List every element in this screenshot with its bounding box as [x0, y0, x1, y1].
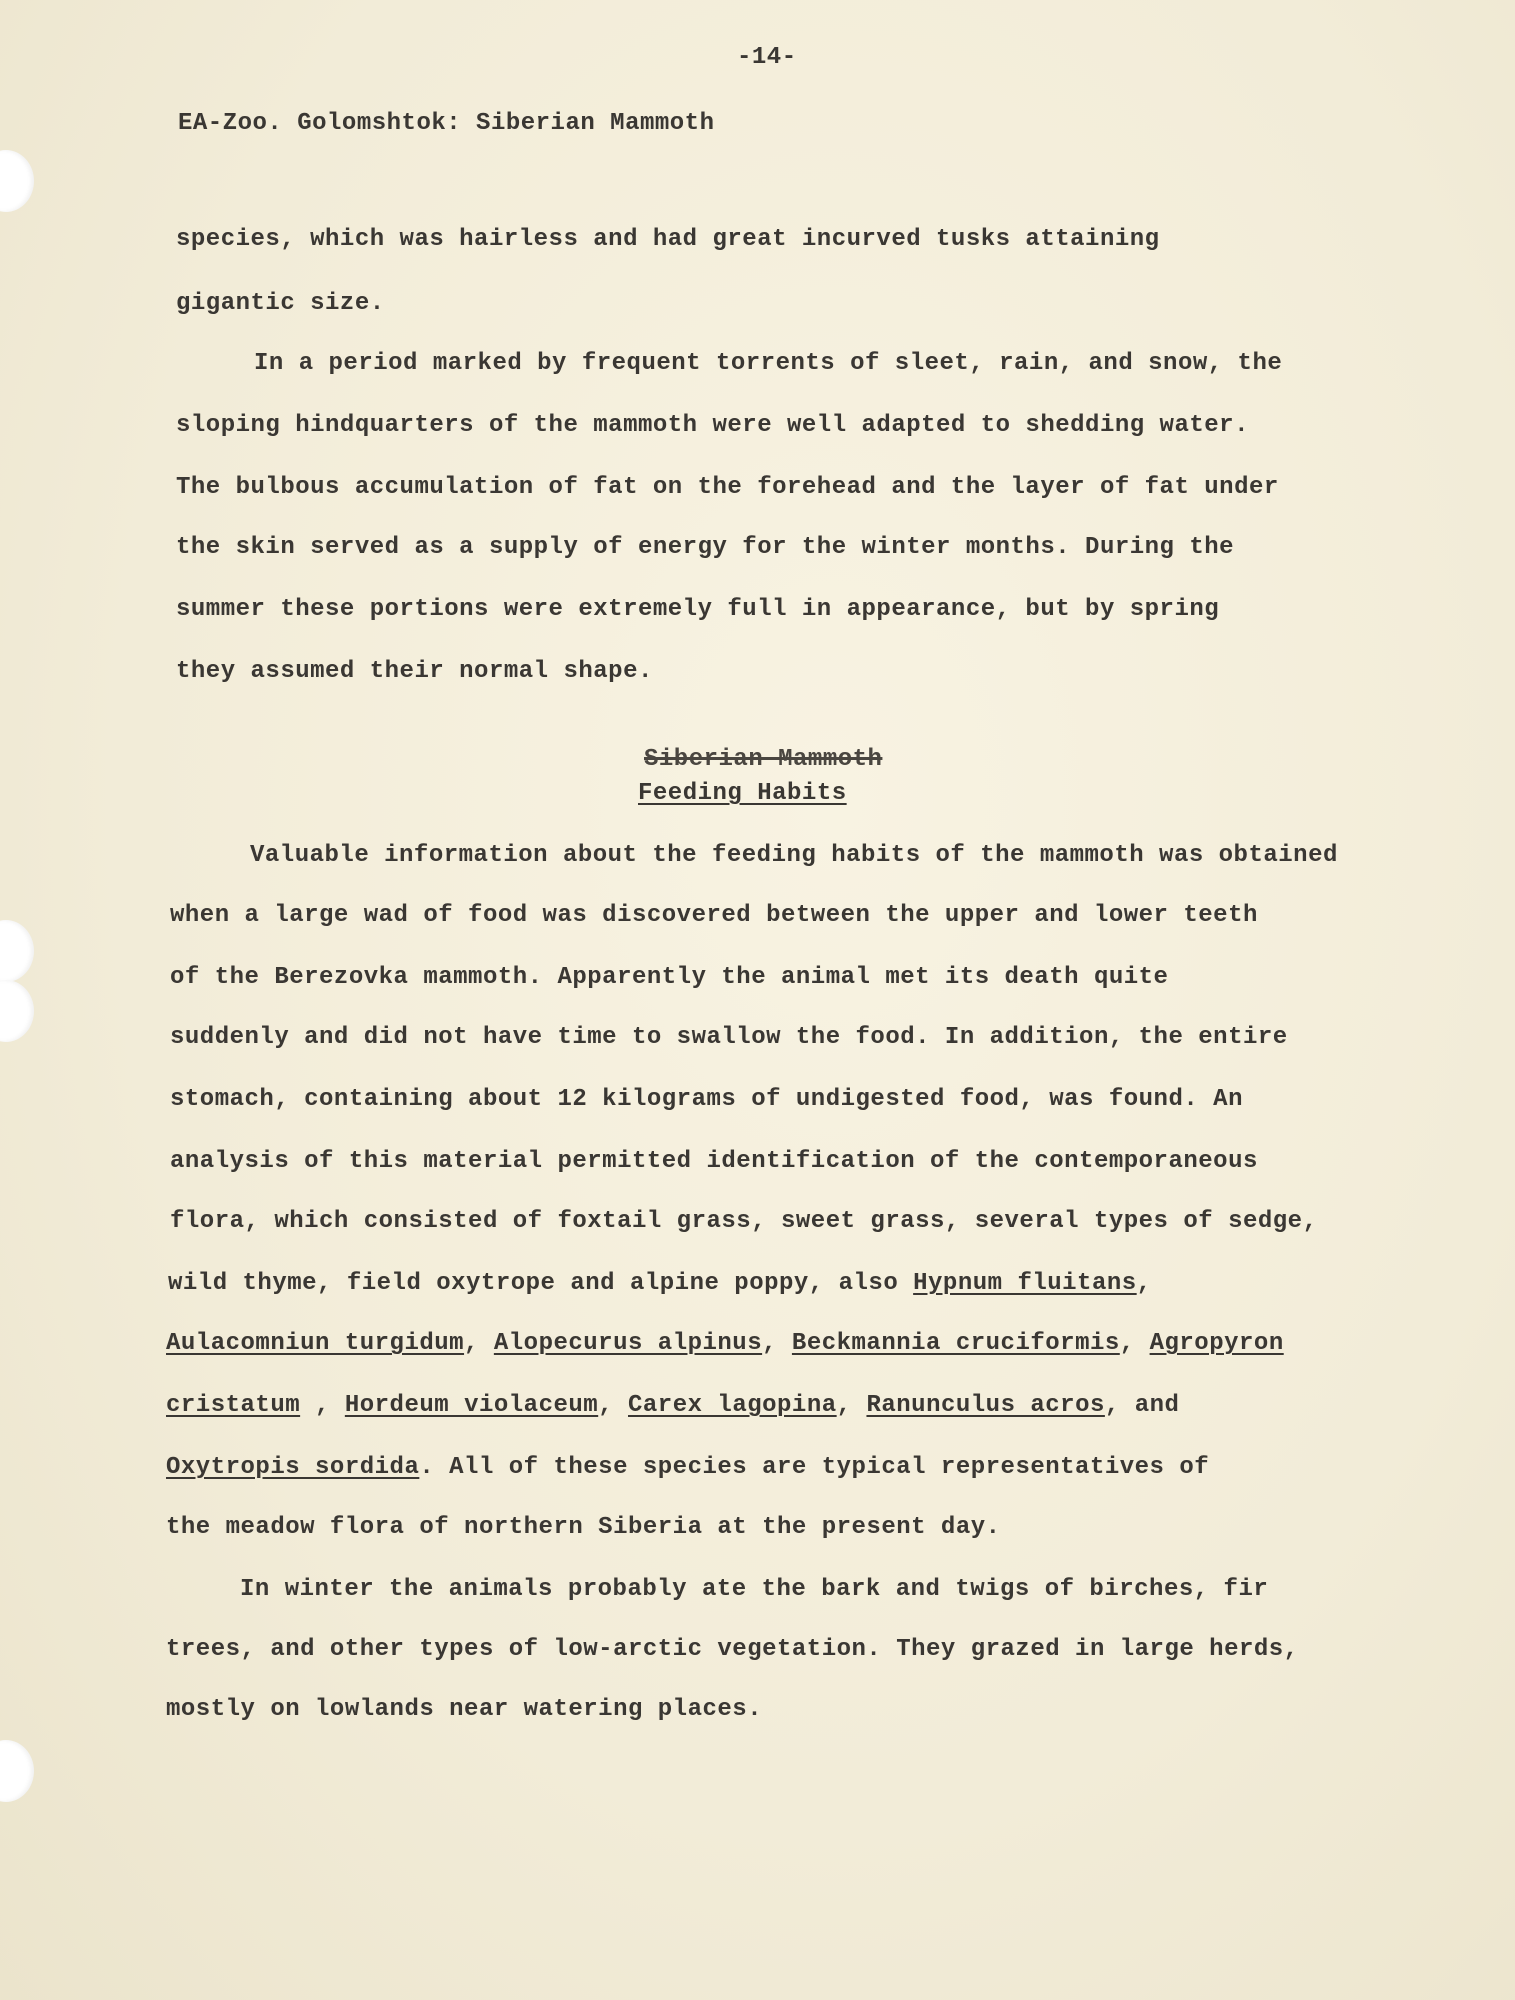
running-title: EA-Zoo. Golomshtok: Siberian Mammoth: [178, 110, 715, 137]
punch-hole: [0, 150, 34, 212]
punch-hole: [0, 980, 34, 1042]
text-line: Valuable information about the feeding habits of the mammoth was obtained: [250, 842, 1338, 869]
text-line: Aulacomniun turgidum, Alopecurus alpinus, Beckmannia cruciformis, Agropyron: [166, 1330, 1284, 1357]
species-name: Agropyron: [1149, 1330, 1284, 1357]
text-line: wild thyme, field oxytrope and alpine poppy, also Hypnum fluitans,: [168, 1270, 1152, 1297]
text-line: cristatum , Hordeum violaceum, Carex lagopina, Ranunculus acros, and: [166, 1392, 1180, 1419]
text-line: In a period marked by frequent torrents of sleet, rain, and snow, the: [254, 350, 1283, 377]
text-line: The bulbous accumulation of fat on the forehead and the layer of fat under: [176, 474, 1279, 501]
section-heading: Feeding Habits: [638, 780, 847, 807]
text-line: Oxytropis sordida. All of these species are typical representatives of: [166, 1454, 1210, 1481]
text-line: sloping hindquarters of the mammoth were well adapted to shedding water.: [176, 412, 1249, 439]
species-name: Aulacomniun turgidum: [166, 1330, 465, 1357]
text-line: mostly on lowlands near watering places.: [166, 1696, 763, 1723]
text-line: species, which was hairless and had great incurved tusks attaining: [176, 226, 1160, 253]
text-line: stomach, containing about 12 kilograms of undigested food, was found. An: [170, 1086, 1243, 1113]
species-name: cristatum: [166, 1392, 301, 1419]
punch-hole: [0, 1740, 34, 1802]
text-line: analysis of this material permitted identification of the contemporaneous: [170, 1148, 1258, 1175]
text-line: the skin served as a supply of energy for the winter months. During the: [176, 534, 1235, 561]
species-name: Ranunculus acros: [866, 1392, 1105, 1419]
text-line: trees, and other types of low-arctic vegetation. They grazed in large herds,: [166, 1636, 1299, 1663]
species-name: Carex lagopina: [628, 1392, 837, 1419]
text-line: gigantic size.: [176, 290, 385, 317]
species-name: Oxytropis sordida: [166, 1454, 420, 1481]
text-line: suddenly and did not have time to swallow the food. In addition, the entire: [170, 1024, 1288, 1051]
text-line: summer these portions were extremely full in appearance, but by spring: [176, 596, 1220, 623]
text-line: when a large wad of food was discovered between the upper and lower teeth: [170, 902, 1258, 929]
species-name: Beckmannia cruciformis: [791, 1330, 1120, 1357]
species-name: Hordeum violaceum: [344, 1392, 599, 1419]
text-line: of the Berezovka mammoth. Apparently the animal met its death quite: [170, 964, 1169, 991]
page-number: -14-: [737, 44, 797, 71]
species-name: Hypnum fluitans: [913, 1270, 1137, 1297]
text-line: flora, which consisted of foxtail grass, sweet grass, several types of sedge,: [170, 1208, 1318, 1235]
text-line: the meadow flora of northern Siberia at the present day.: [166, 1514, 1001, 1541]
text-line: In winter the animals probably ate the bark and twigs of birches, fir: [240, 1576, 1269, 1603]
punch-hole: [0, 920, 34, 982]
struck-heading: Siberian Mammoth: [644, 746, 883, 773]
text-line: they assumed their normal shape.: [176, 658, 653, 685]
species-name: Alopecurus alpinus: [493, 1330, 763, 1357]
